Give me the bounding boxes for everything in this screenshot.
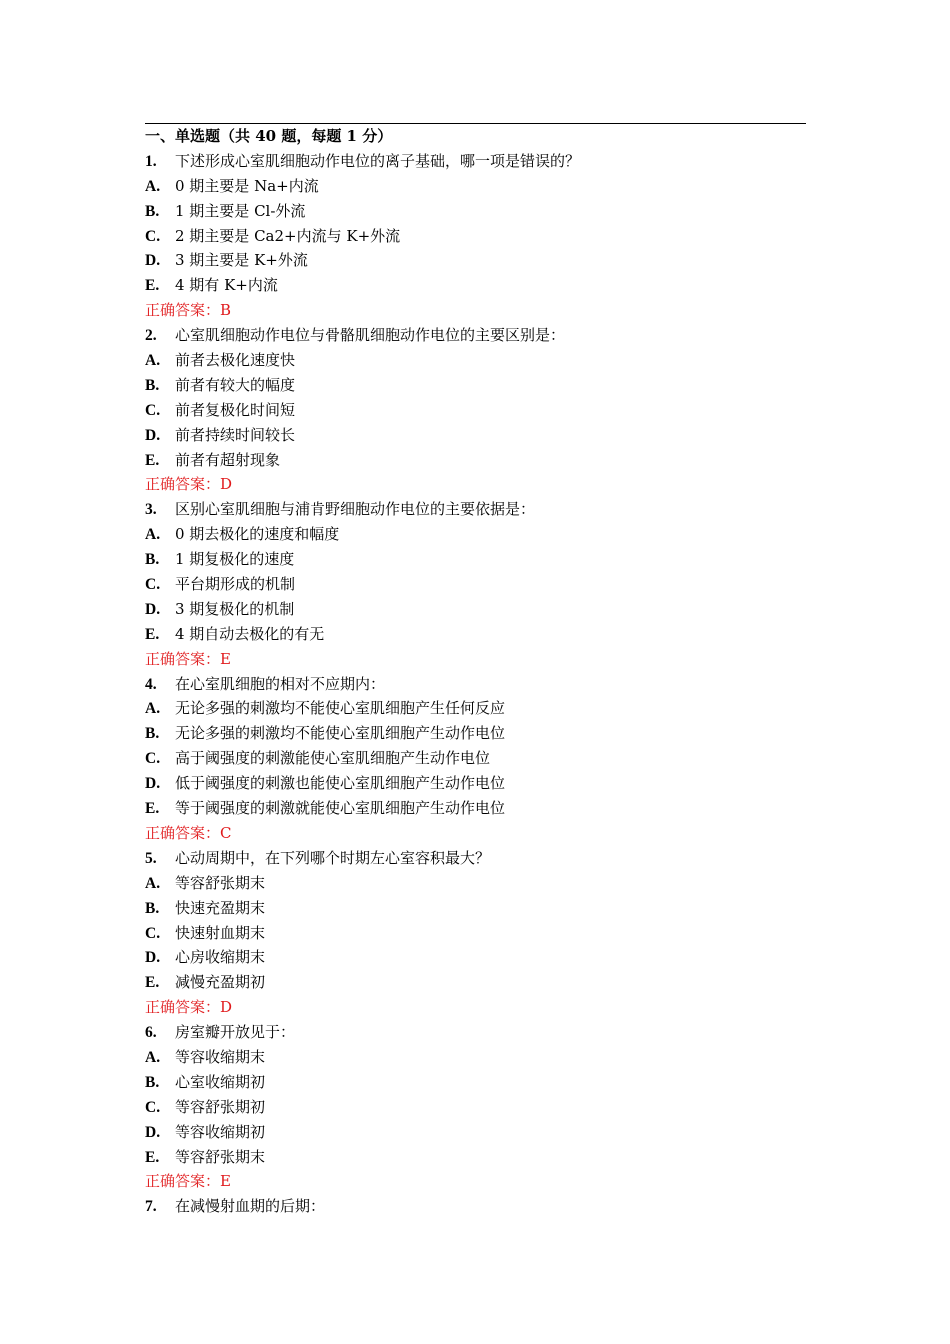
option-c: C. 等容舒张期初 — [145, 1097, 266, 1116]
correct-answer: 正确答案：E — [145, 1172, 231, 1191]
option-b: B. 1 期复极化的速度 — [145, 550, 295, 569]
option-d: D. 等容收缩期初 — [145, 1122, 266, 1141]
option-e: E. 前者有超射现象 — [145, 450, 281, 469]
option-c: C. 平台期形成的机制 — [145, 575, 296, 594]
option-a: A. 0 期去极化的速度和幅度 — [145, 525, 340, 544]
option-c: C. 前者复极化时间短 — [145, 400, 296, 419]
option-d: D. 心房收缩期末 — [145, 948, 266, 967]
option-e: E. 等于阈强度的刺激就能使心室肌细胞产生动作电位 — [145, 799, 506, 818]
option-a: A. 前者去极化速度快 — [145, 351, 296, 370]
option-c: C. 2 期主要是 Ca2+内流与 K+外流 — [145, 226, 401, 245]
correct-answer: 正确答案：C — [145, 823, 232, 842]
question-5: 5. 心动周期中，在下列哪个时期左心室容积最大？ — [145, 848, 491, 867]
exam-content — [145, 124, 806, 1219]
option-b: B. 心室收缩期初 — [145, 1072, 266, 1091]
correct-answer: 正确答案：B — [145, 301, 232, 320]
option-b: B. 快速充盈期末 — [145, 898, 266, 917]
question-text: 在心室肌细胞的相对不应期内： — [175, 674, 386, 693]
question-7: 7. 在减慢射血期的后期： — [145, 1197, 326, 1216]
correct-answer: 正确答案：E — [145, 649, 231, 668]
option-e: E. 减慢充盈期初 — [145, 973, 266, 992]
option-b: B. 1 期主要是 Cl-外流 — [145, 201, 306, 220]
question-6: 6. 房室瓣开放见于： — [145, 1023, 296, 1042]
option-a: A. 无论多强的刺激均不能使心室肌细胞产生任何反应 — [145, 699, 506, 718]
option-e: E. 等容舒张期末 — [145, 1147, 266, 1166]
question-3: 3. 区别心室肌细胞与浦肯野细胞动作电位的主要依据是： — [145, 500, 536, 519]
question-1: 1. 下述形成心室肌细胞动作电位的离子基础，哪一项是错误的？ — [145, 151, 581, 170]
option-c: C. 快速射血期末 — [145, 923, 266, 942]
option-d: D. 3 期复极化的机制 — [145, 599, 295, 618]
question-text: 区别心室肌细胞与浦肯野细胞动作电位的主要依据是： — [175, 500, 536, 519]
question-2: 2. 心室肌细胞动作电位与骨骼肌细胞动作电位的主要区别是： — [145, 326, 566, 345]
question-text: 房室瓣开放见于： — [175, 1023, 296, 1042]
correct-answer: 正确答案：D — [145, 998, 233, 1017]
question-4: 4. 在心室肌细胞的相对不应期内： — [145, 674, 386, 693]
option-a: A. 等容收缩期末 — [145, 1047, 266, 1066]
option-d: D. 3 期主要是 K+外流 — [145, 251, 308, 270]
option-d: D. 前者持续时间较长 — [145, 425, 296, 444]
option-e: E. 4 期有 K+内流 — [145, 276, 278, 295]
option-b: B. 前者有较大的幅度 — [145, 375, 296, 394]
question-text: 在减慢射血期的后期： — [175, 1197, 326, 1216]
section-title: 一、单选题（共 40 题，每题 1 分） — [145, 127, 393, 145]
option-a: A. 等容舒张期末 — [145, 873, 266, 892]
question-text: 下述形成心室肌细胞动作电位的离子基础，哪一项是错误的？ — [175, 151, 581, 170]
option-d: D. 低于阈强度的刺激也能使心室肌细胞产生动作电位 — [145, 774, 506, 793]
option-a: A. 0 期主要是 Na+内流 — [145, 176, 319, 195]
option-b: B. 无论多强的刺激均不能使心室肌细胞产生动作电位 — [145, 724, 506, 743]
option-c: C. 高于阈强度的刺激能使心室肌细胞产生动作电位 — [145, 749, 491, 768]
correct-answer: 正确答案：D — [145, 475, 233, 494]
question-text: 心室肌细胞动作电位与骨骼肌细胞动作电位的主要区别是： — [175, 326, 566, 345]
question-text: 心动周期中，在下列哪个时期左心室容积最大？ — [175, 848, 491, 867]
option-e: E. 4 期自动去极化的有无 — [145, 624, 325, 643]
